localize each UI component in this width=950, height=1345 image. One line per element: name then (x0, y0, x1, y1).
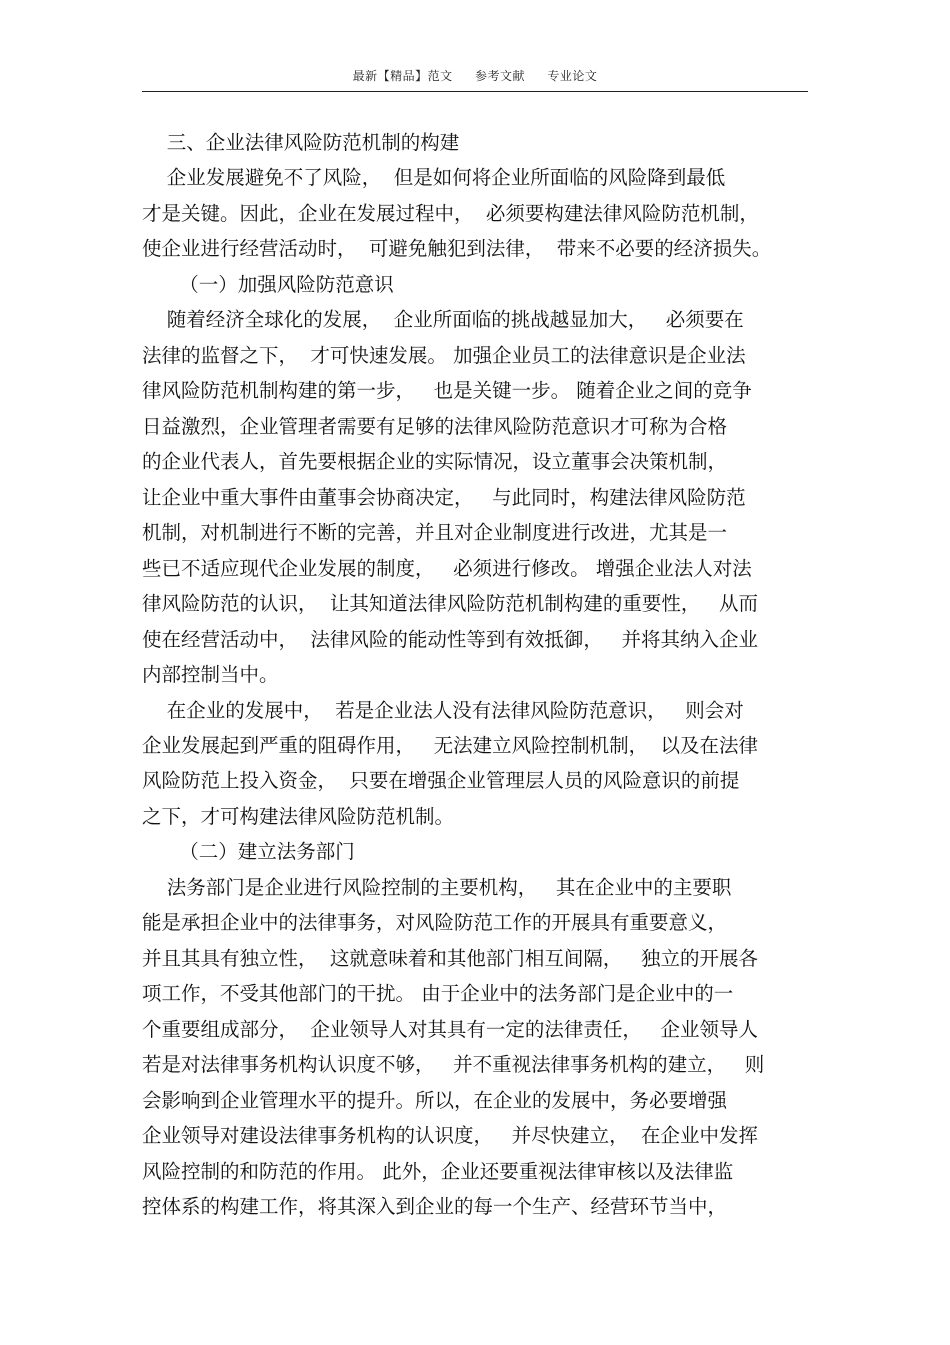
body-line: 的企业代表人，首先要根据企业的实际情况，设立董事会决策机制， (142, 450, 728, 474)
header-item-references: 参考文献 (474, 69, 525, 83)
body-line: 法务部门是企业进行风险控制的主要机构， 其在企业中的主要职 (142, 875, 732, 899)
body-line: 企业发展起到严重的阻碍作用， 无法建立风险控制机制， 以及在法律 (142, 733, 758, 757)
body-line: 使在经营活动中， 法律风险的能动性等到有效抵御， 并将其纳入企业 (142, 627, 758, 651)
header-item-featured-essays: 最新【精品】范文 (352, 69, 453, 83)
body-line: 机制，对机制进行不断的完善，并且对企业制度进行改进，尤其是一 (142, 521, 728, 545)
body-line: （二）建立法务部门 (142, 840, 355, 864)
body-line: 三、企业法律风险防范机制的构建 (142, 131, 460, 154)
body-line: 律风险防范的认识， 让其知道法律风险防范机制构建的重要性， 从而 (142, 592, 758, 616)
body-line: 内部控制当中。 (142, 663, 279, 687)
body-line: 让企业中重大事件由董事会协商决定， 与此同时，构建法律风险防范 (142, 485, 746, 509)
body-line: 能是承担企业中的法律事务，对风险防范工作的开展具有重要意义， (142, 911, 728, 935)
body-line: 并且其具有独立性， 这就意味着和其他部门相互间隔， 独立的开展各 (142, 946, 758, 970)
header-item-papers: 专业论文 (547, 69, 598, 83)
body-line: 律风险防范机制构建的第一步， 也是关键一步。 随着企业之间的竞争 (142, 379, 752, 403)
body-line: 随着经济全球化的发展， 企业所面临的挑战越显加大， 必须要在 (142, 308, 744, 332)
body-line: 才是关键。因此，企业在发展过程中， 必须要构建法律风险防范机制， (142, 201, 759, 225)
body-line: 项工作，不受其他部门的干扰。 由于企业中的法务部门是企业中的一 (142, 982, 734, 1006)
body-line: 法律的监督之下， 才可快速发展。 加强企业员工的法律意识是企业法 (142, 343, 746, 367)
body-line: 风险防范上投入资金， 只要在增强企业管理层人员的风险意识的前提 (142, 769, 740, 793)
header-rule (142, 91, 808, 92)
body-line: 日益激烈，企业管理者需要有足够的法律风险防范意识才可称为合格 (142, 414, 728, 438)
body-line: 之下，才可构建法律风险防范机制。 (142, 804, 455, 828)
body-line: 企业发展避免不了风险， 但是如何将企业所面临的风险降到最低 (142, 166, 726, 190)
body-line: 风险控制的和防范的作用。 此外，企业还要重视法律审核以及法律监 (142, 1159, 734, 1183)
body-line: 会影响到企业管理水平的提升。所以，在企业的发展中，务必要增强 (142, 1088, 728, 1112)
body-line: 个重要组成部分， 企业领导人对其具有一定的法律责任， 企业领导人 (142, 1017, 758, 1041)
body-line: 控体系的构建工作，将其深入到企业的每一个生产、经营环节当中， (142, 1195, 728, 1219)
page-header (0, 68, 950, 84)
body-line: 若是对法律事务机构认识度不够， 并不重视法律事务机构的建立， 则 (142, 1053, 765, 1077)
body-line: 使企业进行经营活动时， 可避免触犯到法律， 带来不必要的经济损失。 (142, 237, 772, 261)
body-line: 些已不适应现代企业发展的制度， 必须进行修改。 增强企业法人对法 (142, 556, 752, 580)
body-line: 在企业的发展中， 若是企业法人没有法律风险防范意识， 则会对 (142, 698, 744, 722)
body-line: （一）加强风险防范意识 (142, 272, 394, 296)
body-line: 企业领导对建设法律事务机构的认识度， 并尽快建立， 在企业中发挥 (142, 1124, 758, 1148)
